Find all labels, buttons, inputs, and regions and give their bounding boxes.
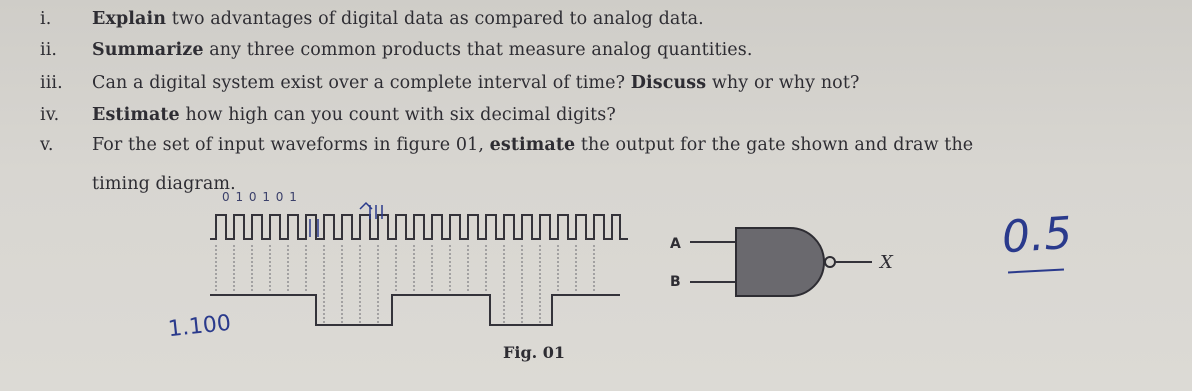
waveform-a [210, 215, 628, 239]
question-keyword: Explain [92, 9, 167, 29]
question-keyword: estimate [489, 135, 576, 155]
question-text: Can a digital system exist over a complete interval of time? [92, 73, 631, 93]
inversion-bubble [825, 257, 835, 267]
and-gate-diagram [640, 220, 920, 300]
waveform-b [210, 295, 620, 325]
question-text: how high can you count with six decimal digits? [179, 105, 616, 125]
question-1 [40, 8, 704, 30]
question-keyword: Summarize [92, 40, 204, 60]
question-keyword: Estimate [92, 105, 180, 125]
and-gate-icon [736, 228, 824, 296]
timing-diagram [200, 185, 640, 335]
figure-caption: Fig. 01 [503, 343, 566, 362]
question-5-continuation: timing diagram. [92, 174, 236, 194]
handwritten-underline [1008, 269, 1064, 274]
question-text: For the set of input waveforms in figure 01, [92, 135, 490, 155]
question-number: ii. [40, 40, 58, 60]
input-b-label: B [670, 274, 681, 290]
question-number: iv. [40, 105, 60, 125]
question-4 [40, 104, 616, 126]
question-2 [40, 39, 753, 61]
handwritten-right-note: 0.5 [1000, 207, 1074, 264]
question-text: two advantages of digital data as compared to analog data. [166, 9, 704, 29]
question-text: why or why not? [706, 73, 860, 93]
question-3 [40, 72, 859, 94]
handwritten-left-note: 1.100 [166, 310, 233, 343]
handwritten-bits: 0 1 0 1 0 1 [222, 190, 298, 204]
question-5 [40, 134, 973, 156]
question-text: the output for the gate shown and draw the [575, 135, 974, 155]
question-number: iii. [40, 73, 63, 93]
question-keyword: Discuss [630, 73, 707, 93]
question-number: i. [40, 9, 52, 29]
output-label: X [880, 252, 893, 273]
input-a-label: A [670, 236, 681, 252]
question-text: any three common products that measure analog quantities. [203, 40, 753, 60]
question-number: v. [40, 135, 54, 155]
